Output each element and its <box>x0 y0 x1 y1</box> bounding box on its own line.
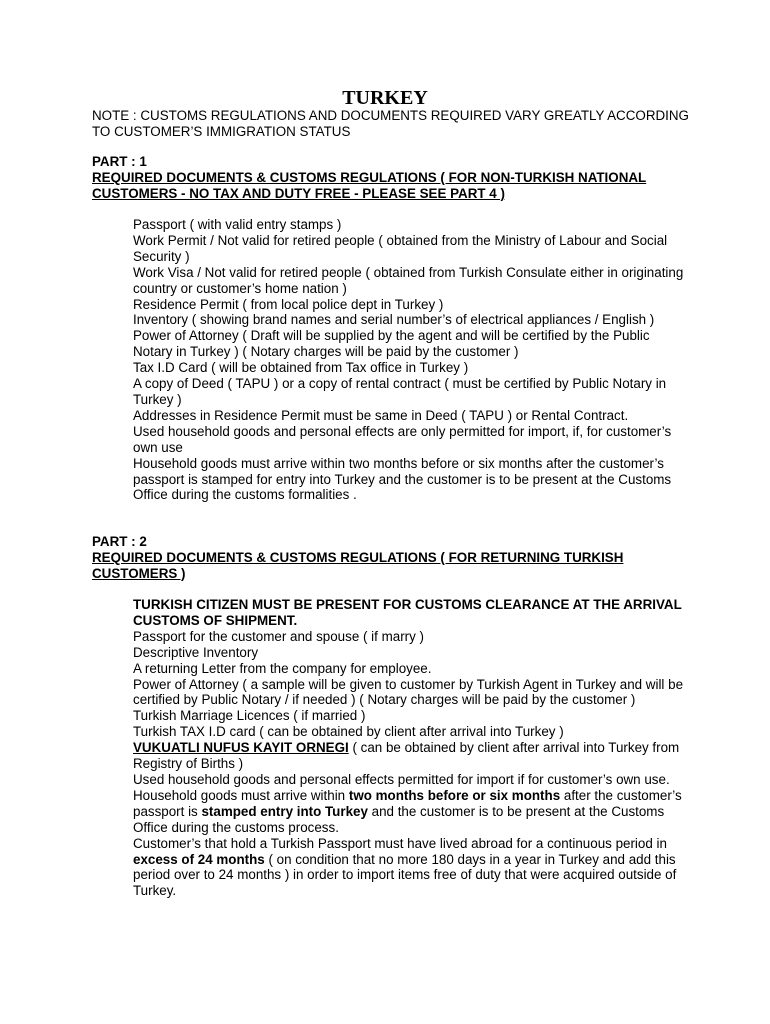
passport-text-end: and the customer is to be present at the Customs Office during the customs process. <box>133 803 665 835</box>
nufus-term: VUKUATLI NUFUS KAYIT ORNEGI <box>133 740 349 756</box>
abroad-duration-item <box>133 836 685 900</box>
part1-heading: REQUIRED DOCUMENTS & CUSTOMS REGULATIONS ( FOR NON-TURKISH NATIONAL CUSTOMERS - NO TAX AND DUTY FREE - PLEASE SEE PART 4 ) <box>92 169 647 201</box>
abroad-emphasis: excess of 24 months <box>133 851 265 867</box>
immigration-note: NOTE : CUSTOMS REGULATIONS AND DOCUMENTS REQUIRED VARY GREATLY ACCORDING TO CUSTOMER’S IMMIGRATION STATUS <box>92 108 689 139</box>
arrival-window-item <box>133 788 685 804</box>
part2-header <box>92 534 692 581</box>
part1-item: Residence Permit ( from local police dept in Turkey ) <box>133 296 444 312</box>
abroad-text-end: ( on condition that no more 180 days in a year in Turkey and add this period over to 24 months ) in order to import items free of duty that were acquired outside of Turkey. <box>133 851 677 899</box>
used-goods-item: Used household goods and personal effects permitted for import if for customer’s own use. <box>133 771 670 787</box>
part1-item: A copy of Deed ( TAPU ) or a copy of rental contract ( must be certified by Public Notary in Turkey ) <box>133 376 667 407</box>
citizen-presence-notice: TURKISH CITIZEN MUST BE PRESENT FOR CUSTOMS CLEARANCE AT THE ARRIVAL CUSTOMS OF SHIPMENT. <box>133 597 682 628</box>
part1-item: Household goods must arrive within two months before or six months after the customer’s passport is stamped for entry into Turkey and the customer is to be present at the Customs Office during the customs formalities . <box>133 455 672 503</box>
part2-item: Power of Attorney ( a sample will be given to customer by Turkish Agent in Turkey and will be certified by Public Notary / if needed ) ( Notary charges will be paid by the customer ) <box>133 676 684 708</box>
arrival-text-end: after the customer’s <box>560 787 682 803</box>
part1-item: Power of Attorney ( Draft will be supplied by the agent and will be certified by the Public Notary in Turkey ) ( Notary charges will be paid by the customer ) <box>133 328 650 360</box>
arrival-text: Household goods must arrive within <box>133 787 349 803</box>
part1-item: Passport ( with valid entry stamps ) <box>133 217 342 232</box>
part2-item: Turkish Marriage Licences ( if married ) <box>133 708 366 724</box>
part2-heading: REQUIRED DOCUMENTS & CUSTOMS REGULATIONS ( FOR RETURNING TURKISH CUSTOMERS ) <box>92 549 624 581</box>
part2-label: PART : 2 <box>92 534 147 549</box>
part1-item: Work Visa / Not valid for retired people ( obtained from Turkish Consulate either in originating country or customer’s home nation ) <box>133 264 684 296</box>
part1-label: PART : 1 <box>92 154 147 169</box>
arrival-emphasis: two months before or six months <box>348 787 561 803</box>
part2-item: Passport for the customer and spouse ( if marry ) <box>133 628 424 644</box>
document-title: TURKEY <box>342 87 428 109</box>
passport-stamp-item <box>133 804 685 836</box>
passport-emphasis: stamped entry into Turkey <box>201 803 368 819</box>
part2-item: Descriptive Inventory <box>133 644 259 660</box>
abroad-text: Customer’s that hold a Turkish Passport must have lived abroad for a continuous period in <box>133 835 667 851</box>
part2-item: Turkish TAX I.D card ( can be obtained by client after arrival into Turkey ) <box>133 724 564 740</box>
part1-item: Work Permit / Not valid for retired people ( obtained from the Ministry of Labour and Social Security ) <box>133 232 668 264</box>
part2-item: A returning Letter from the company for employee. <box>133 660 432 676</box>
passport-text: passport is <box>133 803 202 819</box>
part1-requirements <box>133 217 685 503</box>
part1-item: Inventory ( showing brand names and serial number’s of electrical appliances / English ) <box>133 312 655 328</box>
nufus-description: ( can be obtained by client after arrival into Turkey from Registry of Births ) <box>133 740 680 772</box>
part2-requirements <box>133 597 685 899</box>
part1-item: Tax I.D Card ( will be obtained from Tax office in Turkey ) <box>133 360 469 376</box>
part1-header <box>92 154 692 201</box>
part1-item: Addresses in Residence Permit must be same in Deed ( TAPU ) or Rental Contract. <box>133 407 629 423</box>
part1-item: Used household goods and personal effects are only permitted for import, if, for customer’s own use <box>133 423 672 455</box>
nufus-item <box>133 740 685 772</box>
